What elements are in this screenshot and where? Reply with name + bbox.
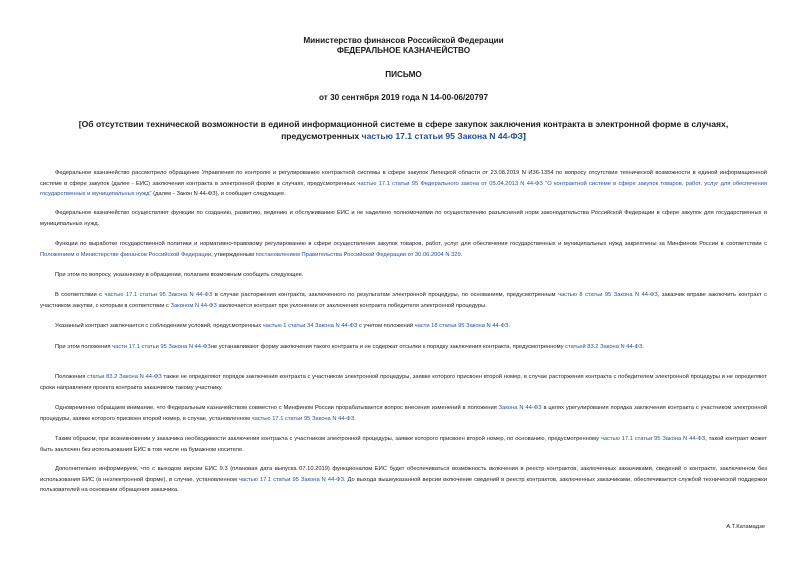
law-reference-link[interactable]: частью 17.1 статьи 95 Федерального закона от 05.04.2013 N 44-ФЗ "О контрактной системе в сфере закупок товаров, работ, услуг для обеспечения государственных и муниципальных нужд" xyxy=(40,180,767,198)
law-reference-link[interactable]: статьи 83.2 Закона N 44-ФЗ xyxy=(87,374,162,380)
law-reference-link[interactable]: части 18 статьи 95 Закона N 44-ФЗ xyxy=(414,323,509,329)
paragraph-text: . До выхода вышеуказанной версии включение сведений в реестр контрактов, заключенных заказчиками, обеспечивается службой технической поддержки пользователей на основании обращения заказчика. xyxy=(40,476,767,494)
paragraph-text: Таким образом, при возникновении у заказчика необходимости заключения контракта с участником электронной процедуры, заявке которого присвоен второй номер, по основанию, предусмотренному xyxy=(55,436,601,442)
paragraph xyxy=(40,403,767,424)
paragraph-text: заключается контракт при уклонении от заключения контракта победителя электронной процедуры. xyxy=(216,302,487,309)
law-reference-link[interactable]: Законом N 44-ФЗ xyxy=(170,302,217,309)
paragraph xyxy=(40,290,767,311)
paragraph-text: в случае расторжения контракта, заключенного по результатам электронной процедуры, по основаниям, предусмотренным xyxy=(212,292,558,298)
paragraph xyxy=(40,434,767,455)
paragraph-text: (далее - Закон N 44-ФЗ), и сообщает следующее. xyxy=(151,191,286,198)
paragraph-text: , утвержденным xyxy=(211,251,256,258)
paragraph-text: Федеральное казначейство осуществляет функции по созданию, развитию, ведению и обслуживанию ЕИС и не наделено полномочиями по осуществлению разъяснений норм законодательства Российской Федерации в сфере закупок для государственных и муниципальных нужд. xyxy=(40,210,767,227)
doc-title xyxy=(40,118,767,142)
paragraph-text: . xyxy=(508,323,511,329)
title-link[interactable]: частью 17.1 статьи 95 Закона N 44-ФЗ xyxy=(361,131,524,141)
paragraph-text: в целях урегулирования порядка заключения контракта с участником электронной процедуры, заявке которого присвоен второй номер, в случае, установленном xyxy=(40,405,767,422)
paragraph xyxy=(40,321,767,332)
paragraph-text: Положения xyxy=(55,374,88,380)
title-text: [Об отсутствии технической возможности в единой информационной системе в сфере закупок заключения контракта в электронной форме в случаях, предусмотренных xyxy=(78,119,729,141)
paragraph xyxy=(40,239,767,260)
law-reference-link[interactable]: частью 17.1 статьи 95 Закона N 44-ФЗ xyxy=(104,292,213,298)
paragraph xyxy=(40,168,767,200)
paragraph-text: Функции по выработке государственной политики и нормативно-правовому регулированию в сфере осуществления закупок товаров, работ, услуг для обеспечения государственных и муниципальных нужд закреплены за Минфином России в соответствии с xyxy=(55,241,767,247)
paragraph-text: Федеральное казначейство рассмотрело обращение Управления по контролю и регулированию контрактной системы в сфере закупок Липецкой области от 23.08.2019 N И36-1354 по вопросу отсутствия технической возможности в единой информационной системе в сфере закупок (далее - ЕИС) заключения контракта в электронной форме в случаях, предусмотренных xyxy=(40,170,767,187)
law-reference-link[interactable]: статьей 83.2 Закона N 44-ФЗ xyxy=(565,344,643,350)
doc-type: ПИСЬМО xyxy=(385,70,422,79)
law-reference-link[interactable]: постановлением Правительства Российской Федерации от 30.06.2004 N 329 xyxy=(255,251,461,258)
paragraph xyxy=(40,372,767,393)
signature: А.Т.Катамадзе xyxy=(726,524,765,530)
paragraph-text: также не определяют порядок заключения контракта с участником электронной процедуры, заявке которого присвоен второй номер, в случае расторжения контракта с победителем электронной процедуры и не определяют сроки направления проекта контракта заказчиком такому участнику. xyxy=(40,374,767,391)
paragraph-text: В соответствии с xyxy=(55,292,105,298)
law-reference-link[interactable]: частью 17.1 статьи 95 Закона N 44-ФЗ xyxy=(238,476,344,483)
agency-name: ФЕДЕРАЛЬНОЕ КАЗНАЧЕЙСТВО xyxy=(336,46,471,55)
paragraph-text: не устанавливают форму заключения такого контракта и не содержат отсылки к порядку заключения контракта, предусмотренному xyxy=(210,344,566,350)
law-reference-link[interactable]: частью 1 статьи 34 Закона N 44-ФЗ xyxy=(262,323,358,329)
paragraph xyxy=(40,270,767,281)
paragraph-text: Одновременно обращаем внимание, что Федеральным казначейством совместно с Минфином России прорабатывается вопрос внесения изменений в положения xyxy=(55,405,499,411)
paragraph-text: Дополнительно информируем, что с выходом версии ЕИС 9.3 (плановая дата выпуска 07.10.2019) функционалом ЕИС будет обеспечиваться возможность включения в реестр контрактов, заключенных заказчиками, сведений о контракте, заключенном без использования ЕИС (в неэлектронной форме), в случае, установленном xyxy=(40,466,767,483)
paragraph-text: , заказчик вправе заключить контракт с участником закупки, с которым в соответствии с xyxy=(40,292,768,309)
paragraph-text: с учетом положений xyxy=(357,323,415,329)
paragraph-text: . xyxy=(460,251,463,258)
paragraph-text: . xyxy=(354,415,356,422)
ministry-name: Министерство финансов Российской Федерации xyxy=(303,36,504,45)
paragraph xyxy=(40,342,767,353)
law-reference-link[interactable]: частью 8 статьи 95 Закона N 44-ФЗ xyxy=(557,292,658,298)
law-reference-link[interactable]: Положением о Министерстве финансов Российской Федерации xyxy=(40,251,212,258)
title-end: ] xyxy=(523,131,526,141)
law-reference-link[interactable]: части 17.1 статьи 95 Закона N 44-ФЗ xyxy=(112,344,211,350)
paragraph-text: . xyxy=(642,344,644,350)
doc-date-number: от 30 сентября 2019 года N 14-00-06/20797 xyxy=(318,93,489,102)
paragraph-text: , такой контракт может быть заключен без использования ЕИС в том числе на бумажном носителе. xyxy=(40,436,768,453)
law-reference-link[interactable]: частью 17.1 статьи 95 Закона N 44-ФЗ xyxy=(251,415,355,422)
law-reference-link[interactable]: Закона N 44-ФЗ xyxy=(498,405,542,411)
paragraph-text: При этом по вопросу, указанному в обращении, полагаем возможным сообщить следующее. xyxy=(55,272,304,278)
paragraph xyxy=(40,208,767,229)
paragraph-text: При этом положения xyxy=(55,344,113,350)
paragraph-text: Указанный контракт заключается с соблюдением условий, предусмотренных xyxy=(55,323,263,329)
law-reference-link[interactable]: частью 17.1 статьи 95 Закона N 44-ФЗ xyxy=(600,436,706,442)
paragraph xyxy=(40,464,767,496)
